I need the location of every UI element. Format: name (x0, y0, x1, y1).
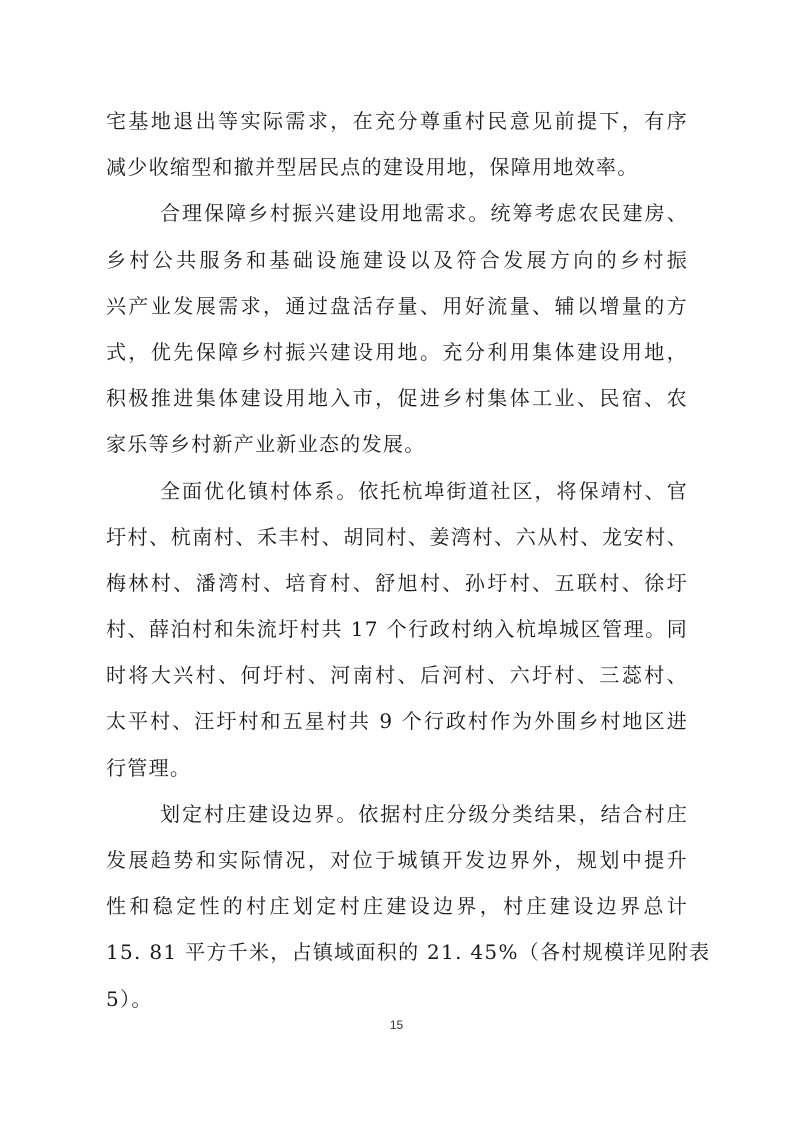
paragraph-heading-line: 划定村庄建设边界。依据村庄分级分类结果，结合村庄 (160, 801, 688, 826)
text-line: 家乐等乡村新产业新业态的发展。 (106, 432, 426, 457)
text-line: 积极推进集体建设用地入市，促进乡村集体工业、民宿、农 (106, 386, 688, 411)
text-line: 行管理。 (106, 755, 192, 780)
text-line: 太平村、汪圩村和五星村共 9 个行政村作为外围乡村地区进 (106, 709, 688, 734)
text-line: 梅林村、潘湾村、培育村、舒旭村、孙圩村、五联村、徐圩 (106, 570, 688, 595)
text-line: 兴产业发展需求，通过盘活存量、用好流量、辅以增量的方 (106, 293, 688, 318)
text-line: 15. 81 平方千米，占镇域面积的 21. 45%（各村规模详见附表 (106, 940, 711, 965)
text-line: 5）。 (106, 986, 153, 1011)
text-line: 乡村公共服务和基础设施建设以及符合发展方向的乡村振 (106, 247, 688, 272)
text-line: 宅基地退出等实际需求，在充分尊重村民意见前提下，有序 (106, 109, 688, 133)
body-text (106, 98, 711, 1022)
text-line: 式，优先保障乡村振兴建设用地。充分利用集体建设用地， (106, 339, 688, 364)
paragraph-heading-line: 全面优化镇村体系。依托杭埠街道社区，将保靖村、官 (160, 478, 688, 503)
text-line: 圩村、杭南村、禾丰村、胡同村、姜湾村、六从村、龙安村、 (106, 524, 688, 549)
text-line: 性和稳定性的村庄划定村庄建设边界，村庄建设边界总计 (106, 894, 688, 919)
text-line: 减少收缩型和撤并型居民点的建设用地，保障用地效率。 (106, 155, 639, 180)
text-line: 时将大兴村、何圩村、河南村、后河村、六圩村、三蕊村、 (106, 663, 688, 688)
paragraph-heading-line: 合理保障乡村振兴建设用地需求。统筹考虑农民建房、 (160, 201, 688, 226)
text-line: 村、薛泊村和朱流圩村共 17 个行政村纳入杭埠城区管理。同 (106, 617, 688, 642)
page-number: 15 (389, 1018, 404, 1032)
text-line: 发展趋势和实际情况，对位于城镇开发边界外，规划中提升 (106, 848, 688, 872)
